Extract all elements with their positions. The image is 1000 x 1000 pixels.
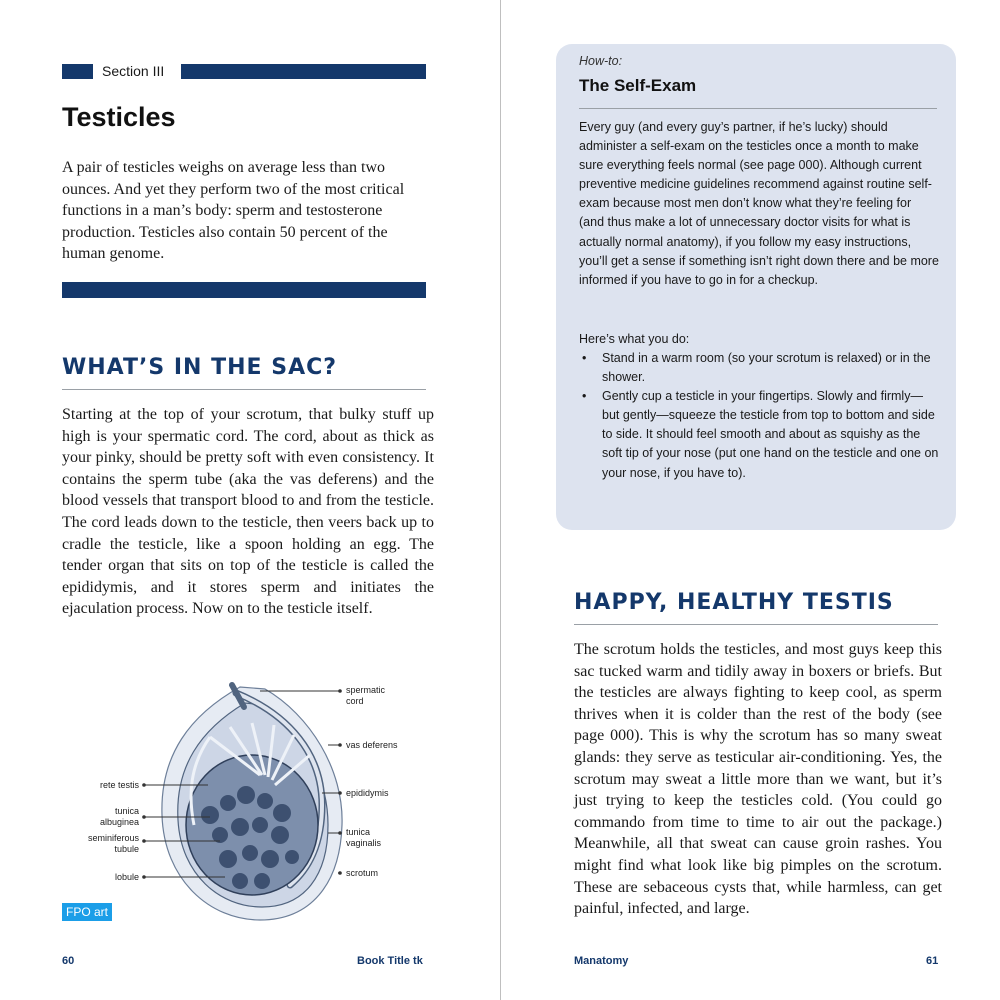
howto-bullets <box>579 349 939 483</box>
body-paragraph: Starting at the top of your scrotum, that bulky stuff up high is your spermatic cord. The cord, about as thick as your pinky, should be pretty soft with even consistency. It contains the sperm tube (aka the vas deferens) and the blood vessels that transport blood to and from the testicle. The cord leads down to the testicle, then veers back up to cradle the testicle, like a spoon holding an egg. The tender organ that sits on top of the testicle is called the epididymis, and it stores sperm and initiates the ejaculation process. Now on to the testicle itself. <box>62 406 434 618</box>
label-tunica-vaginalis-2: vaginalis <box>346 838 382 848</box>
label-seminiferous-tubule-1: seminiferous <box>87 833 139 843</box>
section-header <box>62 62 426 80</box>
page-title: Testicles <box>62 102 176 132</box>
bullet-icon: • <box>582 389 587 404</box>
page-number-right: 61 <box>926 955 939 967</box>
page-number-left: 60 <box>62 955 75 967</box>
label-tunica-vaginalis-1: tunica <box>346 827 371 837</box>
label-epididymis: epididymis <box>346 788 389 798</box>
heading-happy-healthy-testis: HAPPY, HEALTHY TESTIS <box>574 590 894 615</box>
howto-kicker: How-to: <box>579 54 623 68</box>
list-item <box>579 387 939 482</box>
label-tunica-albuginea-1: tunica <box>114 806 139 816</box>
section-bar-block-left <box>62 64 93 79</box>
running-head-left: Book Title tk <box>357 955 423 967</box>
label-seminiferous-tubule-2: tubule <box>114 844 139 854</box>
label-spermatic-cord-1: spermatic <box>346 685 386 695</box>
section-label: Section III <box>102 63 165 79</box>
bullet-icon: • <box>582 351 587 365</box>
bullet-text: Gently cup a testicle in your fingertips. Slowly and firmly—but gently—squeeze the testicle from top to bottom and side to side. It should feel smooth and about as squishy as the soft tip of your nose (put one hand on the testicle and one on your nose, if you have to). <box>602 389 939 480</box>
intro-paragraph: A pair of testicles weighs on average less than two ounces. And yet they perform two of the most critical functions in a man’s body: sperm and testosterone production. Testicles also contain 50 percent of the human genome. <box>62 159 405 263</box>
list-item <box>579 349 939 387</box>
label-vas-deferens: vas deferens <box>346 740 398 750</box>
running-head-right: Manatomy <box>574 955 629 967</box>
heading-rule <box>62 389 426 390</box>
bullet-text: Stand in a warm room (so your scrotum is relaxed) or in the shower. <box>602 351 931 385</box>
label-spermatic-cord-2: cord <box>346 696 364 706</box>
label-lobule: lobule <box>114 872 139 882</box>
label-scrotum: scrotum <box>346 868 379 878</box>
testicle-anatomy-diagram <box>60 675 440 925</box>
howto-rule <box>579 108 937 109</box>
howto-paragraph: Every guy (and every guy’s partner, if he’s lucky) should administer a self-exam on the testicles once a month to make sure everything feels normal (see page 000). Although current preventive medicine guidelines recommend against routine self-exam because most men don’t know what they’re feeling for (and thus make a lot of unnecessary doctor visits for what is actually normal anatomy), if you follow my easy instructions, you’ll get a sense if something isn’t right down there and be more informed if you have to go in for a checkup. <box>579 120 939 287</box>
howto-lead: Here’s what you do: <box>579 332 690 346</box>
label-rete-testis: rete testis <box>99 780 139 790</box>
heading-rule <box>574 624 938 625</box>
howto-title: The Self-Exam <box>579 76 697 95</box>
label-tunica-albuginea-2: albuginea <box>99 817 139 827</box>
section-bar-block-right <box>181 64 426 79</box>
fpo-art-tag: FPO art <box>62 903 112 921</box>
section-divider-bar <box>62 282 426 298</box>
body-paragraph: The scrotum holds the testicles, and most guys keep this sac tucked warm and tidily away in boxers or briefs. But the testicles are always fighting to keep cool, as sperm thrives when it is colder than the rest of the body (see page 000). This is why the scrotum has so many sweat glands: they serve as testicular air-conditioning. Yes, the scrotum may sweat a little more than we want, but it’s just trying to keep the testicles cold. (You could go commando from time to time to air out the package.) Meanwhile, all that sweat can cause groin rashes. You might find what look like big pimples on the scrotum. These are sebaceous cysts that, while harmless, can get painful, infected, and large. <box>574 641 942 918</box>
heading-whats-in-the-sac: WHAT’S IN THE SAC? <box>62 355 338 380</box>
